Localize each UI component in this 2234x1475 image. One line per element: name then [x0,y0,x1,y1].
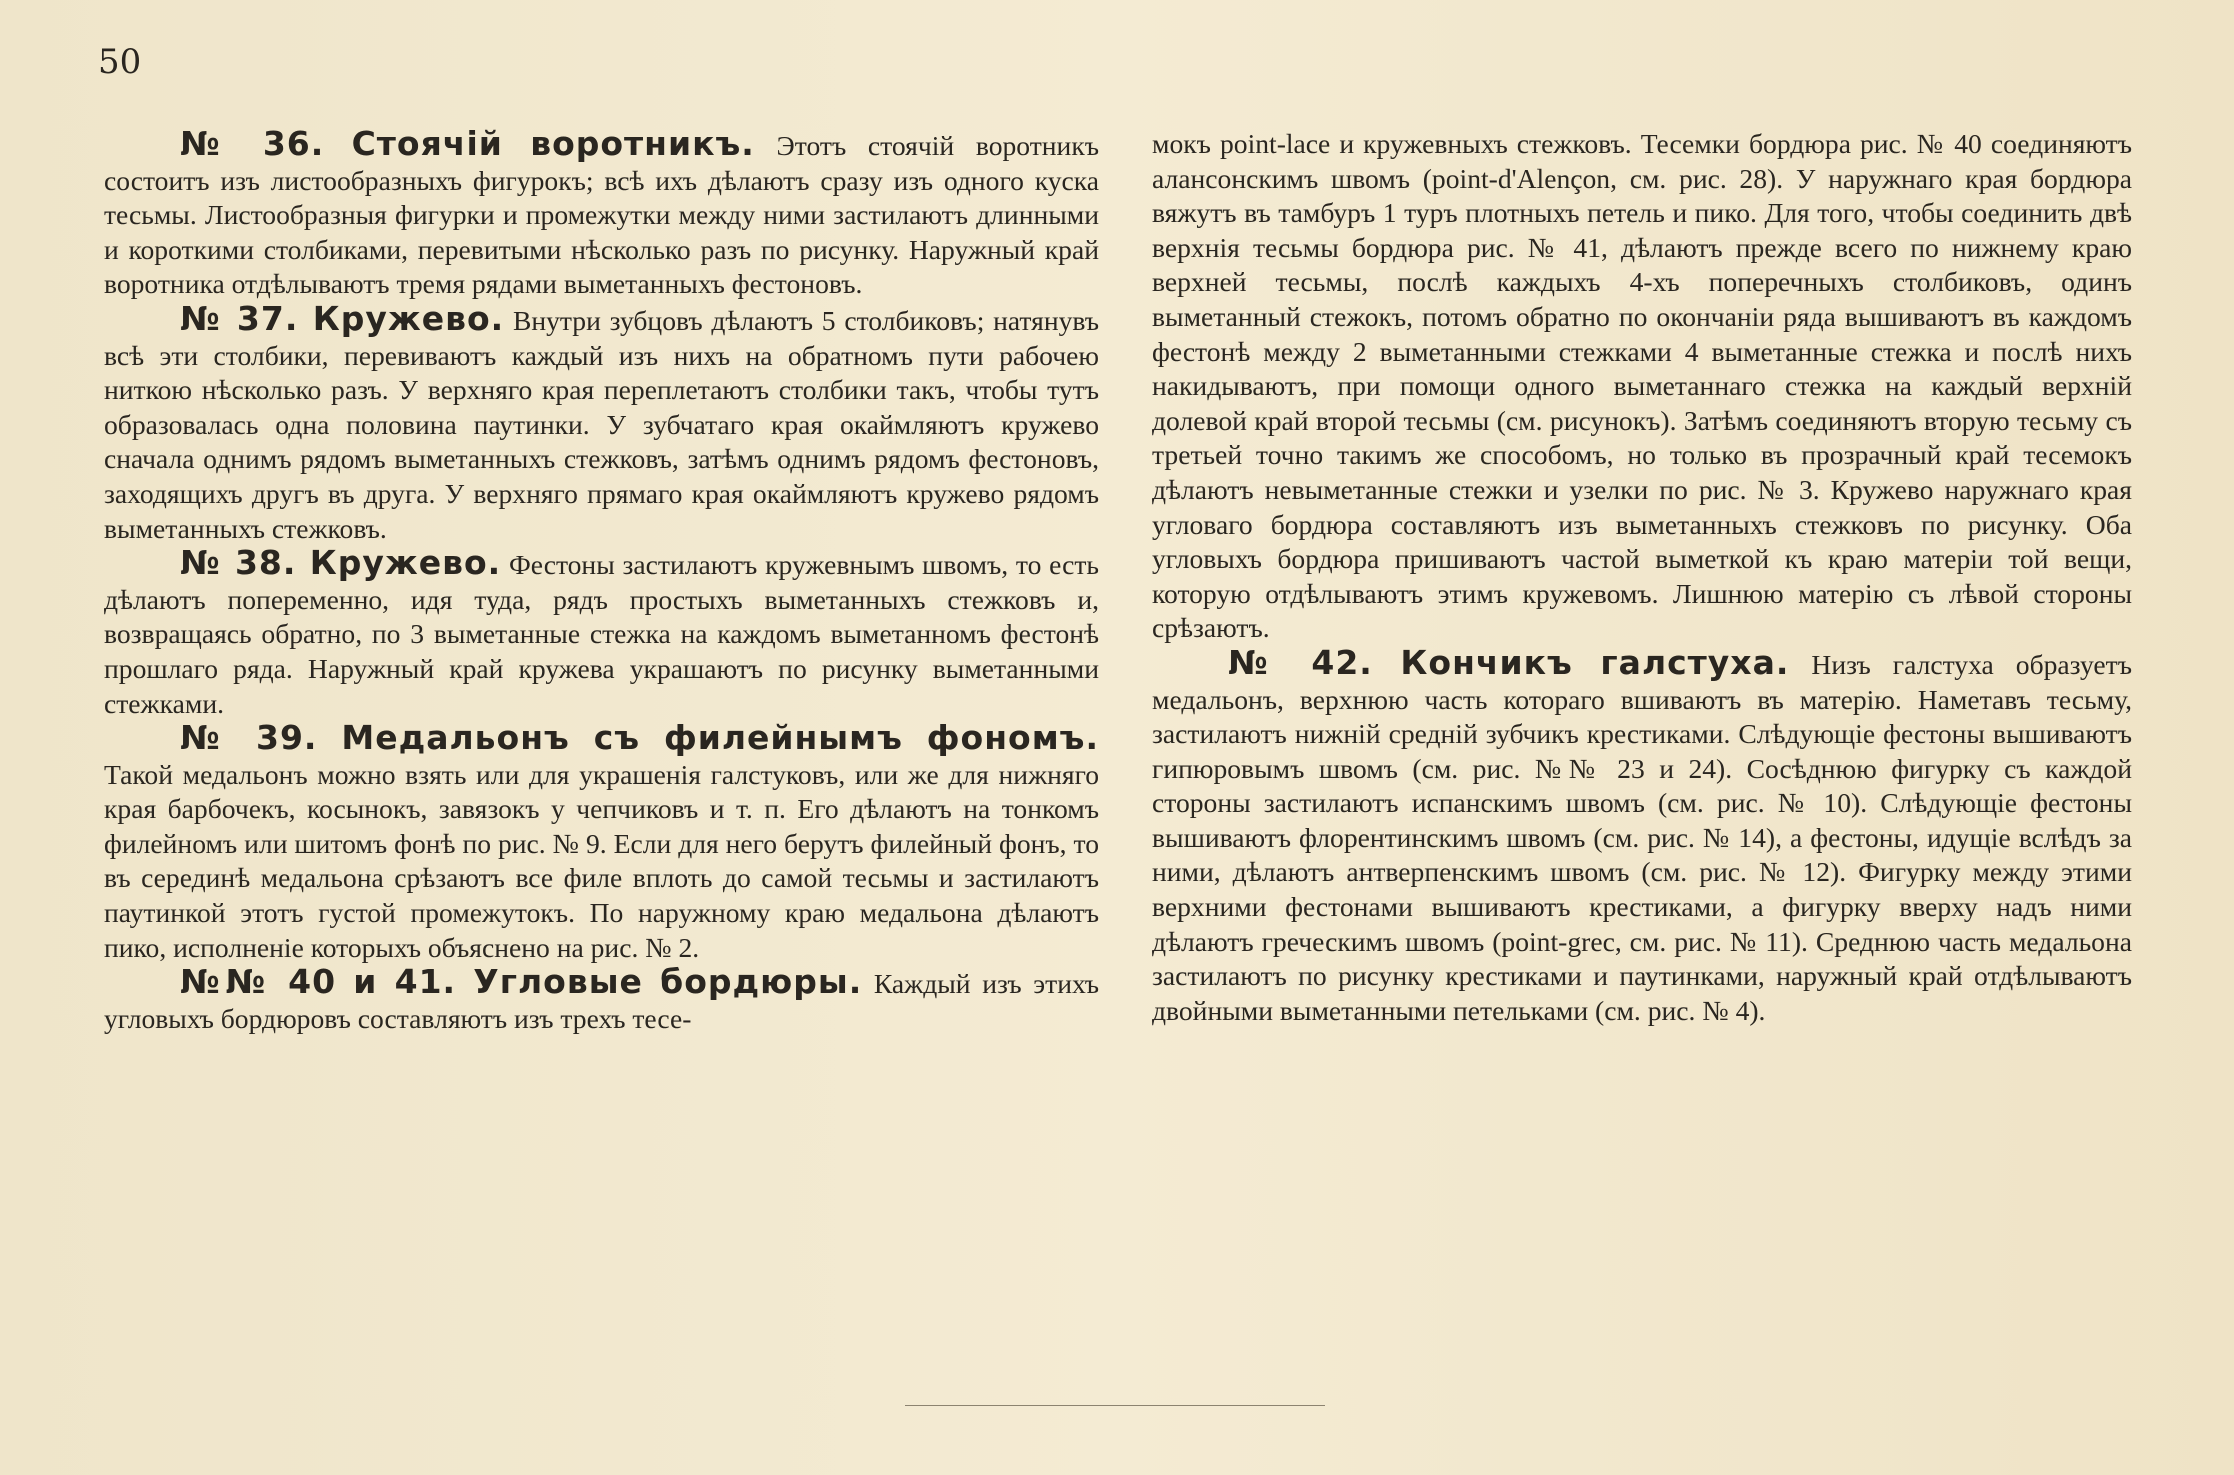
paragraph-text: мокъ point-lace и кружевныхъ стежковъ. Тесемки бордюра рис. № 40 соединяютъ алансонскимъ швомъ (point-d'Alençon, см. рис. 28). У наружнаго края бордюра вяжутъ въ тамбуръ 1 туръ плотныхъ петель и пико. Для того, чтобы соединить двѣ верхнія тесьмы бордюра рис. № 41, дѣлаютъ прежде всего по нижнему краю верхней тесьмы, послѣ каждыхъ 4-хъ поперечныхъ столбиковъ, одинъ выметанный стежокъ, потомъ обратно по окончаніи ряда вышиваютъ въ каждомъ фестонѣ между 2 выметанными стежками 4 выметанные стежка и послѣ нихъ накидываютъ, при помощи одного выметаннаго стежка на каждый верхній долевой край второй тесьмы (см. рисунокъ). Затѣмъ соединяютъ вторую тесьму съ третьей точно такимъ же способомъ, но только въ прозрачный край тесемокъ дѣлаютъ невыметанные стежки и узелки по рис. № 3. Кружево наружнаго края угловаго бордюра составляютъ изъ выметанныхъ стежковъ по рисунку. Оба угловыхъ бордюра пришиваютъ частой выметкой къ краю матеріи той вещи, которую отдѣлываютъ этимъ кружевомъ. Лишнюю матерію съ лѣвой стороны срѣзаютъ. [1152,128,2132,644]
paragraph-heading: № 42. Кончикъ галстуха. [1228,642,1790,682]
paragraph-40-41 [104,962,1099,1036]
paragraph-heading: №№ 40 и 41. Угловые бордюры. [180,962,863,1002]
paragraph-text: Низъ галстуха образуетъ медальонъ, верхнюю часть котораго вшиваютъ въ матерію. Наметавъ тесьму, застилаютъ нижній средній зубчикъ крестиками. Слѣдующіе фестоны вышиваютъ гипюровымъ швомъ (см. рис. №№ 23 и 24). Сосѣднюю фигурку съ каждой стороны застилаютъ испанскимъ швомъ (см. рис. № 10). Слѣдующіе фестоны вышиваютъ флорентинскимъ швомъ (см. рис. № 14), а фестоны, идущіе вслѣдъ за ними, дѣлаютъ антверпенскимъ швомъ (см. рис. № 12). Фигурку между этими верхними фестонами вышиваютъ крестиками, а фигурку вверху надъ ними дѣлаютъ греческимъ швомъ (point-grec, см. рис. № 11). Среднюю часть медальона застилаютъ по рисунку крестиками и паутинками, наружный край отдѣлываютъ двойными выметанными петельками (см. рис. № 4). [1152,648,2132,1026]
page-number: 50 [98,42,142,82]
paragraph-38 [104,543,1100,721]
paragraph-heading: № 36. Стоячій воротникъ. [180,124,755,163]
paragraph-heading: № 37. Кружево. [180,298,505,338]
bottom-rule [905,1405,1325,1406]
paragraph-42 [1152,642,2132,1029]
paragraph-36 [104,124,1099,302]
paragraph-text: Такой медальонъ можно взять или для украшенія галстуковъ, или же для нижняго края барбочекъ, косынокъ, завязокъ у чепчиковъ и т. п. Его дѣлаютъ на тонкомъ филейномъ или шитомъ фонѣ по рис. № 9. Если для него берутъ филейный фонъ, то въ серединѣ медальона срѣзаютъ все филе вплоть до самой тесьмы и застилаютъ паутинкой этотъ густой промежутокъ. По наружному краю медальона дѣлаютъ пико, исполненіе которыхъ объяснено на рис. № 2. [104,758,1099,963]
paragraph-text: Этотъ стоячій воротникъ состоитъ изъ листообразныхъ фигурокъ; всѣ ихъ дѣлаютъ сразу изъ одного куска тесьмы. Листообразныя фигурки и промежутки между ними застилаютъ длинными и короткими столбиками, перевитыми нѣсколько разъ по рисунку. Наружный край воротника отдѣлываютъ тремя рядами выметанныхъ фестоновъ. [104,130,1099,300]
right-column [1152,127,2132,1028]
paragraph-text: Фестоны застилаютъ кружевнымъ швомъ, то есть дѣлаютъ попеременно, идя туда, рядъ простыхъ выметанныхъ стежковъ и, возвращаясь обратно, по 3 выметанные стежка на каждомъ выметанномъ фестонѣ прошлаго ряда. Наружный край кружева украшаютъ по рисунку выметанными стежками. [104,549,1100,719]
paragraph-heading: № 38. Кружево. [180,543,502,583]
paragraph-39 [104,718,1099,965]
paragraph-37 [104,298,1099,546]
left-column [104,124,1100,1036]
paragraph-text: Каждый изъ этихъ угловыхъ бордюровъ составляютъ изъ трехъ тесе- [104,968,1099,1034]
paragraph-heading: № 39. Медальонъ съ филейнымъ фономъ. [180,718,1099,758]
paragraph-text: Внутри зубцовъ дѣлаютъ 5 столбиковъ; натянувъ всѣ эти столбики, перевиваютъ каждый изъ нихъ на обратномъ пути рабочею ниткою нѣсколько разъ. У верхняго края переплетаютъ столбики такъ, чтобы тутъ образовалась одна половина паутинки. У зубчатаго края окаймляютъ кружево сначала однимъ рядомъ выметанныхъ стежковъ, затѣмъ однимъ рядомъ фестоновъ, заходящихъ другъ въ друга. У верхняго прямаго края окаймляютъ кружево рядомъ выметанныхъ стежковъ. [104,304,1099,544]
paragraph-40-41-continued [1152,127,2132,646]
